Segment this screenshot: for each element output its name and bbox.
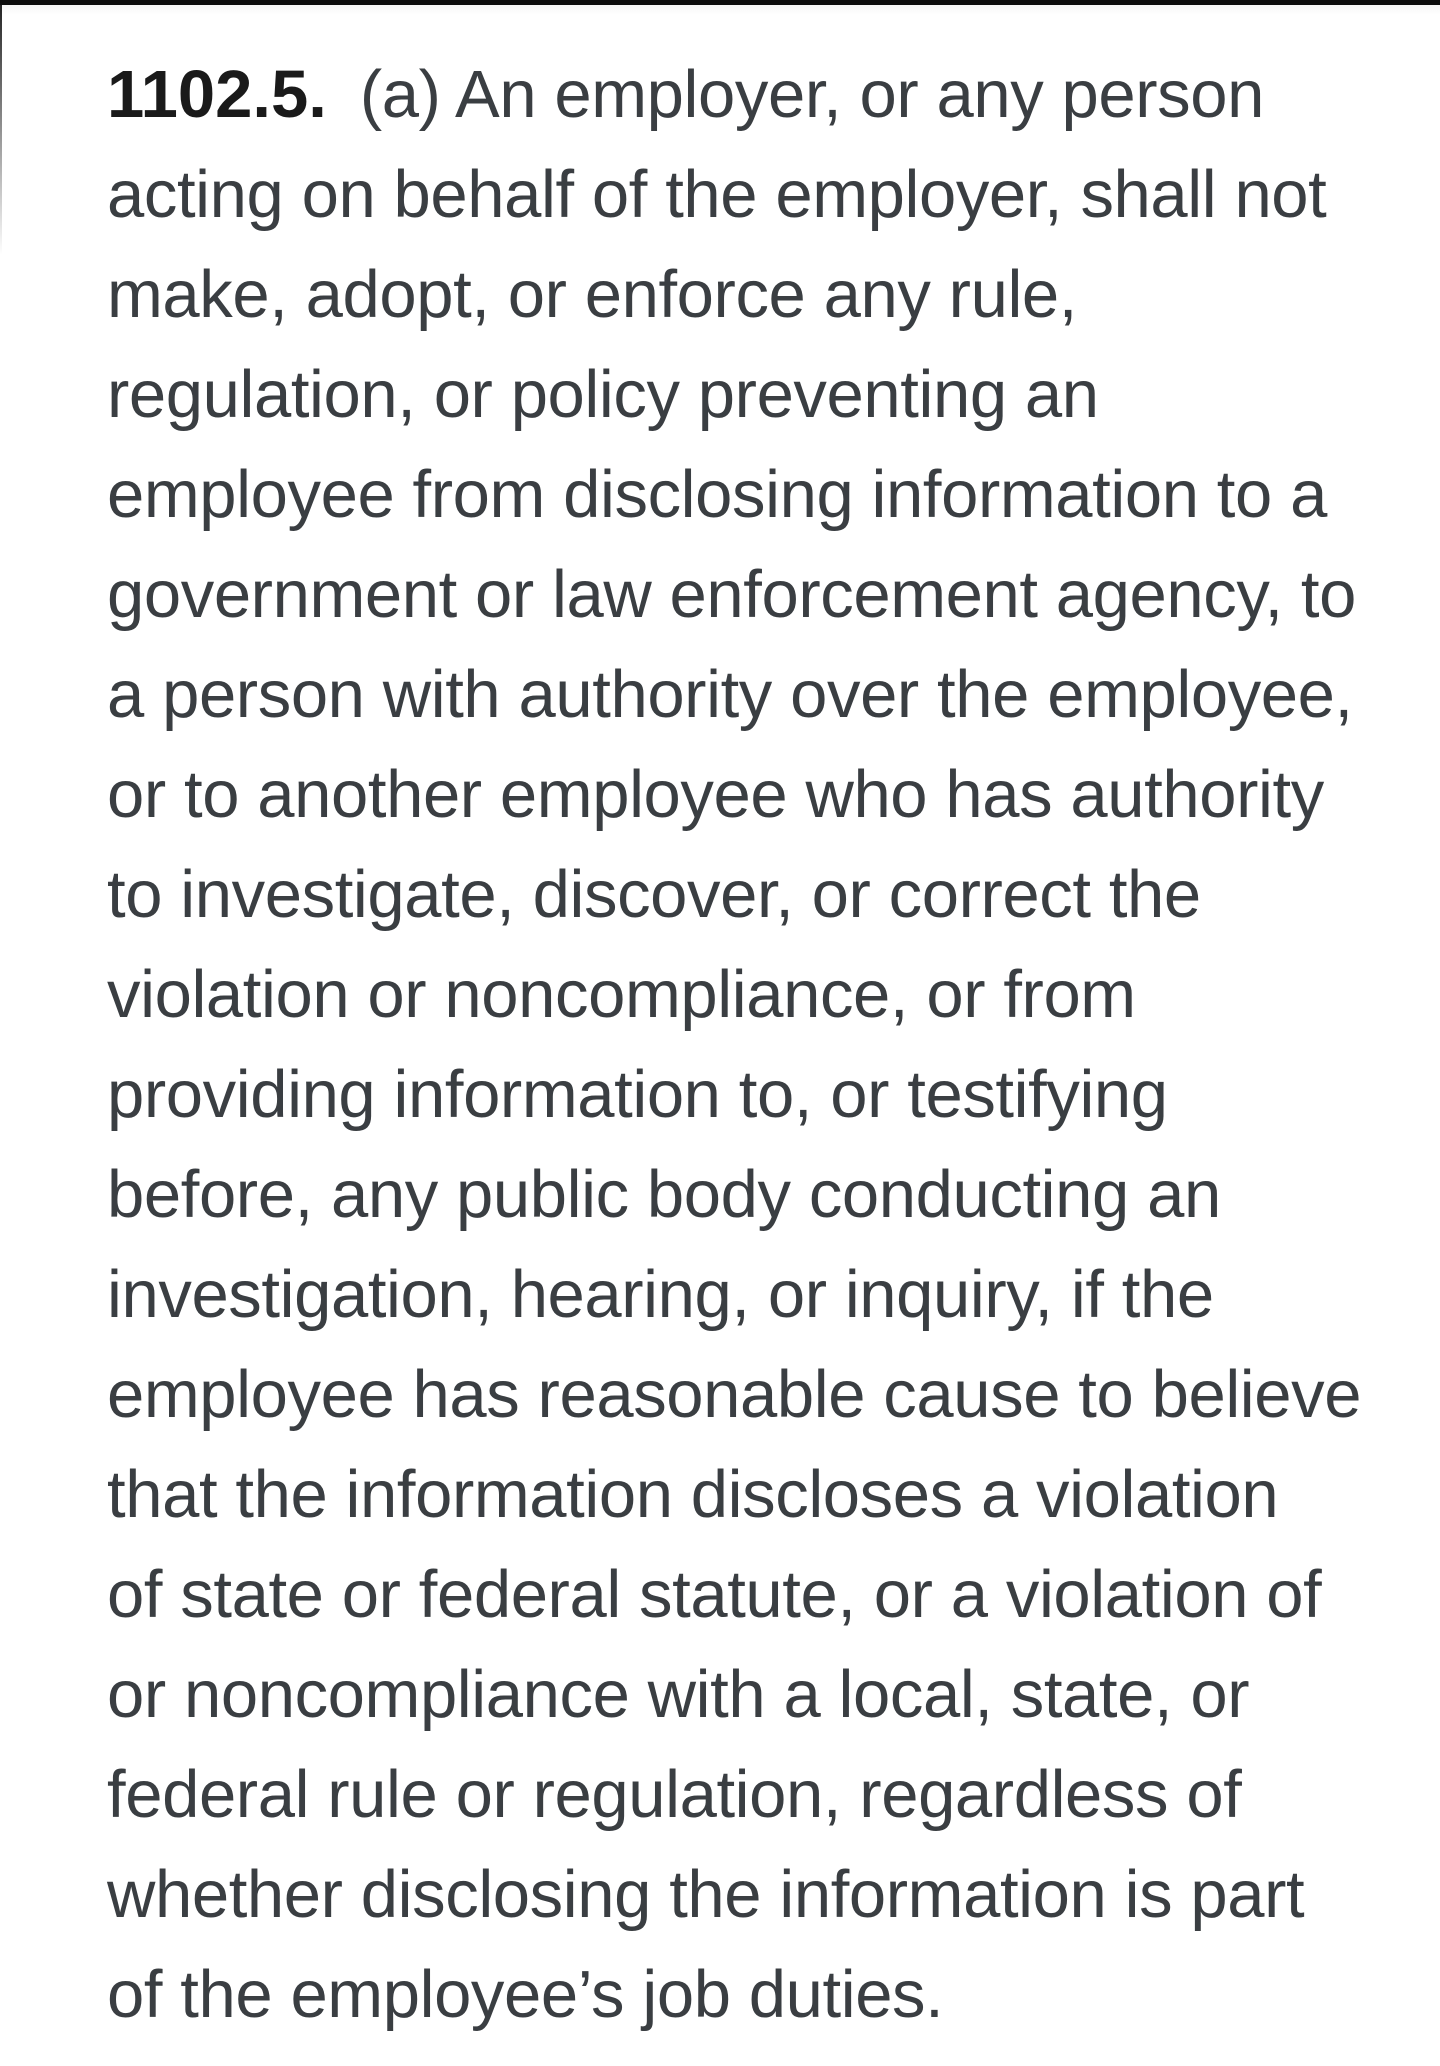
section-number: 1102.5.: [107, 57, 327, 132]
statute-line: government or law enforcement agency, to: [107, 557, 1356, 632]
left-edge-shade: [0, 5, 2, 255]
statute-line: make, adopt, or enforce any rule,: [107, 257, 1078, 332]
statute-text: [107, 45, 1407, 2045]
statute-line: regulation, or policy preventing an: [107, 357, 1099, 432]
top-edge-highlight: [0, 5, 1440, 15]
statute-line: to investigate, discover, or correct the: [107, 857, 1201, 932]
statute-line: acting on behalf of the employer, shall not: [107, 157, 1327, 232]
statute-line: employee from disclosing information to a: [107, 457, 1327, 532]
statute-line: whether disclosing the information is part: [107, 1857, 1305, 1932]
statute-line: of the employee’s job duties.: [107, 1957, 944, 2032]
statute-line: employee has reasonable cause to believe: [107, 1357, 1362, 1432]
statute-line: or to another employee who has authority: [107, 757, 1324, 832]
statute-line: before, any public body conducting an: [107, 1157, 1221, 1232]
statute-line: investigation, hearing, or inquiry, if the: [107, 1257, 1214, 1332]
statute-line: providing information to, or testifying: [107, 1057, 1168, 1132]
statute-line: or noncompliance with a local, state, or: [107, 1657, 1250, 1732]
statute-line: [107, 45, 1407, 145]
statute-line: of state or federal statute, or a violation of: [107, 1557, 1322, 1632]
statute-line: violation or noncompliance, or from: [107, 957, 1136, 1032]
statute-line: a person with authority over the employee,: [107, 657, 1353, 732]
statute-line-text: (a) An employer, or any person: [359, 57, 1264, 132]
statute-line: that the information discloses a violation: [107, 1457, 1279, 1532]
statute-line: federal rule or regulation, regardless of: [107, 1757, 1242, 1832]
